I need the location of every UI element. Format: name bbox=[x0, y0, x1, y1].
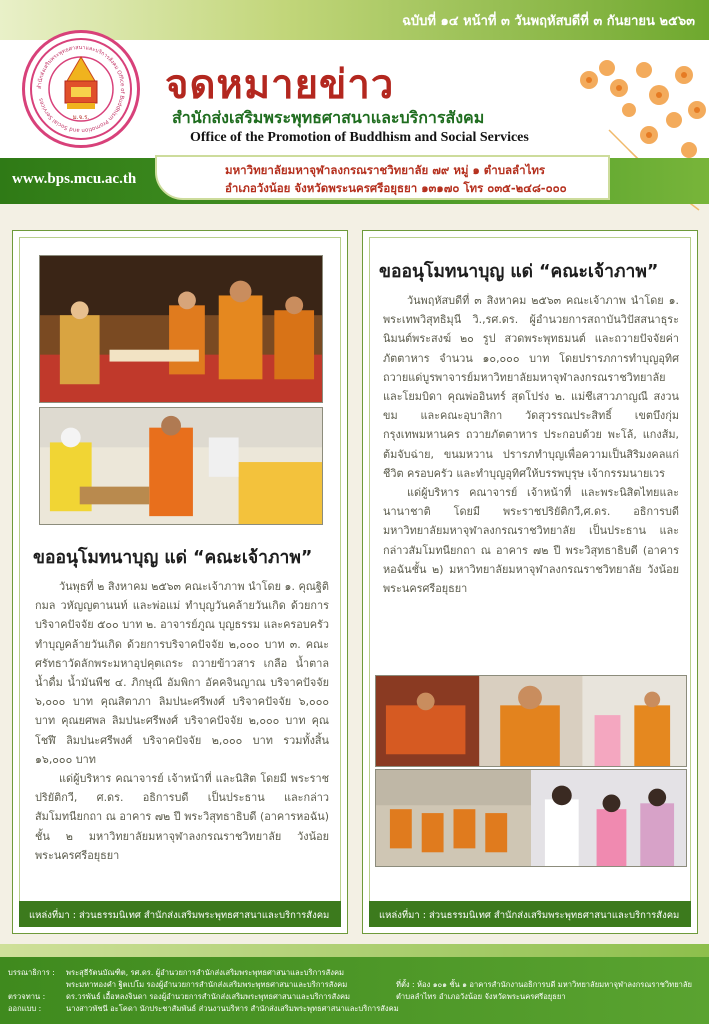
office-address-1: ที่ตั้ง : ห้อง ๑๐๑ ชั้น ๑ อาคารสำนักงานอธิการบดี มหาวิทยาลัยมหาจุฬาลงกรณราชวิทยาลัย bbox=[396, 980, 693, 989]
left-source-bar bbox=[19, 901, 341, 927]
credit-co-editor: พระมหาทองคำ ฐิตเปโม รองผู้อำนวยการสำนักส่งเสริมพระพุทธศาสนาและบริการสังคม bbox=[66, 980, 348, 989]
header-top-bar bbox=[0, 0, 709, 40]
monks-chanting-photo-icon bbox=[40, 256, 322, 402]
address-line-1: มหาวิทยาลัยมหาจุฬาลงกรณราชวิทยาลัย ๗๙ หมู่ ๑ ตำบลลำไทร bbox=[225, 163, 546, 177]
right-article-body bbox=[383, 291, 679, 649]
address-box bbox=[155, 155, 610, 200]
organization-logo bbox=[22, 30, 140, 148]
right-photo-top bbox=[375, 675, 687, 767]
left-article-heading: ขออนุโมทนาบุญ แด่ “คณะเจ้าภาพ” bbox=[33, 548, 313, 568]
newsletter-title: จดหมายข่าว bbox=[165, 61, 395, 108]
svg-text:สำนักส่งเสริมพระพุทธศาสนาและบร: สำนักส่งเสริมพระพุทธศาสนาและบริการสังคม Office of Buddhism Promotion and Social Services bbox=[36, 44, 126, 134]
food-offering-photo-icon bbox=[40, 408, 322, 524]
right-photo-bottom bbox=[375, 769, 687, 867]
left-paragraph-1: วันพุธที่ ๒ สิงหาคม ๒๕๖๓ คณะเจ้าภาพ นำโดย ๑. คุณฐิติกมล วหัญญตานนท์ และพ่อแม่ ทำบุญวันคล้ายวันเกิด ด้วยการบริจาคปัจจัย ๕๐๐ บาท ๒. อาจารย์ภูณ บุญธรรม และครอบครัว ทำบุญคล้ายวันเกิด ด้วยการบริจาคปัจจัย ๒,๐๐๐ บาท ๓. คณะศรัทธาวัดลักพระมหาอุปคุตเถระ ถวายข้าวสาร เกลือ น้ำตาล น้ำดื่ม น้ำมันพืช ๔. ภิกษุณี อัมพิกา อัคคจินญาณ บริจาคปัจจัย ๖,๐๐๐ บาท คุณสิตาภา ลิมปนะศรีพงศ์ บริจาคปัจจัย ๖,๐๐๐ บาท คุณยศพล ลิมปนะศรีพงศ์ บริจาคปัจจัย ๒,๐๐๐ บาท คุณโชฬี ลิมปนะศรีพงศ์ บริจาคปัจจัย ๒,๐๐๐ บาท รวมทั้งสิ้น ๑๖,๐๐๐ บาท bbox=[35, 580, 329, 766]
organization-name-th: สำนักส่งเสริมพระพุทธศาสนาและบริการสังคม bbox=[172, 108, 485, 127]
left-source-text: แหล่งที่มา : ส่วนธรรมนิเทศ สำนักส่งเสริมพระพุทธศาสนาและบริการสังคม bbox=[29, 910, 330, 921]
issue-line: ฉบับที่ ๑๔ หน้าที่ ๓ วันพฤหัสบดีที่ ๓ กันยายน ๒๕๖๓ bbox=[402, 14, 695, 29]
footer-accent-strip bbox=[0, 944, 709, 958]
organization-name-en: Office of the Promotion of Buddhism and Social Services bbox=[190, 130, 529, 145]
left-article-card bbox=[12, 230, 348, 934]
logo-emblem-icon bbox=[27, 35, 135, 143]
left-photo-top bbox=[39, 255, 323, 403]
monks-ceremony-photo-icon bbox=[376, 676, 686, 766]
right-article-heading: ขออนุโมทนาบุญ แด่ “คณะเจ้าภาพ” bbox=[379, 262, 659, 282]
left-photo-bottom bbox=[39, 407, 323, 525]
right-source-bar bbox=[369, 901, 691, 927]
office-address-2: ตำบลลำไทร อำเภอวังน้อย จังหวัดพระนครศรีอยุธยา bbox=[396, 992, 566, 1001]
address-line-2: อำเภอวังน้อย จังหวัดพระนครศรีอยุธยา ๑๓๑๗๐ โทร ๐๓๕-๒๔๘-๐๐๐ bbox=[225, 181, 567, 195]
right-paragraph-2: แด่ผู้บริหาร คณาจารย์ เจ้าหน้าที่ และพระนิสิตไทยและนานาชาติ โดยมี พระราชปริยัติกวี,ศ.ดร. อธิการบดีมหาวิทยาลัยมหาจุฬาลงกรณราชวิทยาลัย เป็นประธาน และกล่าวสัมโมทนียกถา ณ อาคาร ๗๒ ปี พระวิสุทธาธิบดี (อาคารหอฉันชั้น ๒) มหาวิทยาลัยมหาจุฬาลงกรณราชวิทยาลัย วังน้อย พระนครศรีอยุธยา bbox=[383, 486, 679, 596]
congregation-photo-icon bbox=[376, 770, 686, 866]
left-paragraph-2: แด่ผู้บริหาร คณาจารย์ เจ้าหน้าที่ และนิสิต โดยมี พระราชปริยัติกวี, ศ.ดร. อธิการบดี เป็นประธาน และกล่าวสัมโมทนียกถา ณ อาคาร ๗๒ ปี พระวิสุทธาธิบดี (อาคารหอฉัน) ชั้น ๒ มหาวิทยาลัยมหาจุฬาลงกรณราชวิทยาลัย วังน้อย พระนครศรีอยุธยา bbox=[35, 772, 329, 862]
credit-proofreader: ตรวจทาน : ดร.วรพันธ์ เอื้อหลงจินดา รองผู้อำนวยการสำนักส่งเสริมพระพุทธศาสนาและบริการสังคม bbox=[8, 992, 351, 1001]
credit-editor: บรรณาธิการ : พระสุธีรัตนบัณฑิต, รศ.ดร. ผู้อำนวยการสำนักส่งเสริมพระพุทธศาสนาและบริการสังคม bbox=[8, 968, 345, 977]
footer bbox=[0, 957, 709, 1024]
right-paragraph-1: วันพฤหัสบดีที่ ๓ สิงหาคม ๒๕๖๓ คณะเจ้าภาพ นำโดย ๑. พระเทพวิสุทธิมุนี วิ.,รศ.ดร. ผู้อำนวยการสถาบันวิปัสสนาธุระ นิมนต์พระสงฆ์ ๒๐ รูป สวดพระพุทธมนต์ และถวายปัจจัยค่าภัตตาหาร จำนวน ๑๐,๐๐๐ บาท โดยปรารภการทำบุญอุทิศถวายแด่บูรพาจารย์มหาวิทยาลัยมหาจุฬาลงกรณราชวิทยาลัย และโยมบิดา คุณพ่ออินทร์ สุดโปร่ง ๒. แม่ชีเสาวภาญณี สงวนขม และคณะอุบาสิกา วัดสุวรรณประสิทธิ์ เขตบึงกุ่ม กรุงเทพมหานคร ถวายภัตตาหาร ประกอบด้วย พะโล้, แกงส้ม, ต้มจับฉ่าย, ขนมหวาน ปรารภทำบุญเพื่อความเป็นสิริมงคลแก่ชีวิต ครอบครัว และทำบุญอุทิศให้บรรพบุรุษ เจ้ากรรมนายเวร bbox=[383, 294, 679, 480]
right-source-text: แหล่งที่มา : ส่วนธรรมนิเทศ สำนักส่งเสริมพระพุทธศาสนาและบริการสังคม bbox=[379, 910, 680, 921]
svg-text:ม.จ.ร.: ม.จ.ร. bbox=[72, 114, 90, 121]
website-link[interactable]: www.bps.mcu.ac.th bbox=[12, 171, 137, 187]
right-article-card bbox=[362, 230, 698, 934]
left-article-body bbox=[35, 577, 329, 904]
credit-designer: ออกแบบ : นางสาวพัชนี อะโคดา นักประชาสัมพันธ์ ส่วนงานบริหาร สำนักส่งเสริมพระพุทธศาสนาและบริการสังคม bbox=[8, 1004, 399, 1013]
